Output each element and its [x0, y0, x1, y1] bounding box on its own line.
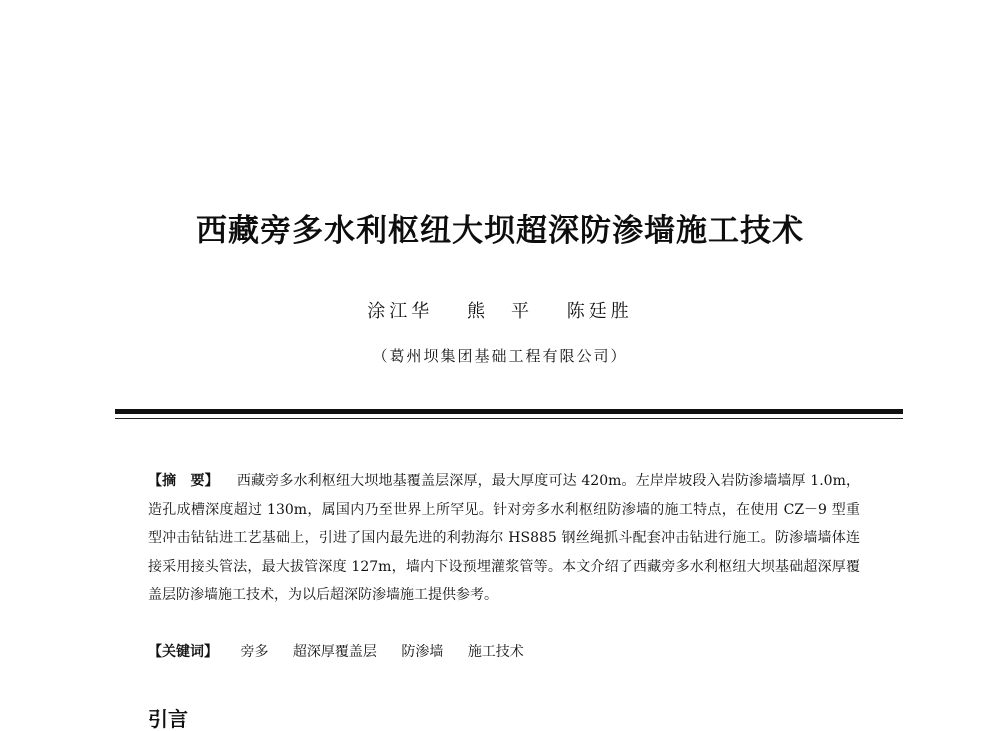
abstract-text: 西藏旁多水利枢纽大坝地基覆盖层深厚，最大厚度可达 420m。左岸岸坡段入岩防渗墙墙厚 1.0m，造孔成槽深度超过 130m，属国内乃至世界上所罕见。针对旁多水利枢纽防渗墙的施工特点，在使用 CZ－9 型重型冲击钻钻进工艺基础上，引进了国内最先进的利勃海尔 HS885 钢丝绳抓斗配套冲击钻进行施工。防渗墙墙体连接采用接头管法，最大拔管深度 127m，墙内下设预埋灌浆管等。本文介绍了西藏旁多水利枢纽大坝基础超深厚覆盖层防渗墙施工技术，为以后超深防渗墙施工提供参考。	[148, 473, 861, 603]
keyword: 超深厚覆盖层	[292, 644, 377, 660]
paper-title: 西藏旁多水利枢纽大坝超深防渗墙施工技术	[196, 213, 804, 249]
section-heading-partial: 引言	[148, 707, 188, 731]
header-rule-thin	[115, 418, 903, 419]
author-name: 陈廷胜	[566, 301, 633, 322]
header-rule-thick	[115, 409, 903, 414]
keyword: 防渗墙	[401, 644, 444, 660]
abstract-label: 【摘 要】	[148, 473, 219, 489]
author-name: 涂江华	[367, 301, 434, 322]
keyword: 施工技术	[467, 644, 524, 660]
keyword: 旁多	[240, 644, 269, 660]
author-list	[0, 297, 1000, 323]
affiliation: （葛州坝集团基础工程有限公司）	[372, 347, 628, 365]
keywords-block	[148, 638, 860, 666]
author-name: 熊 平	[467, 301, 533, 322]
abstract-block	[148, 467, 860, 610]
keywords-label: 【关键词】	[148, 644, 218, 660]
